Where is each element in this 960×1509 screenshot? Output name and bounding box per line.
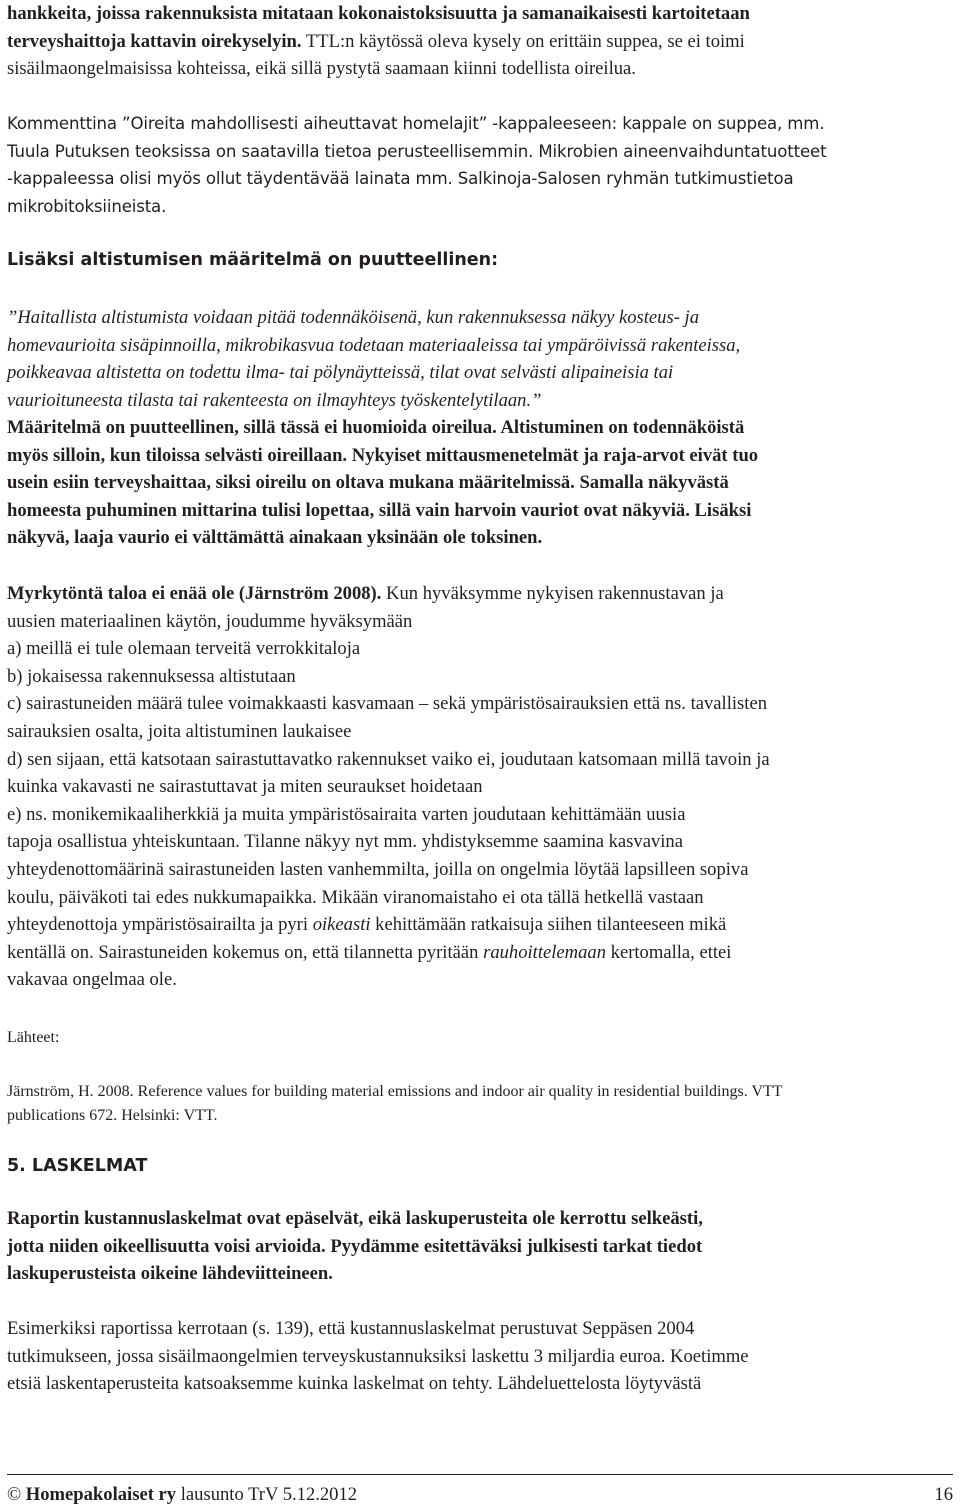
calc-bold-line-2: jotta niiden oikeellisuutta voisi arvioida. Pyydämme esitettäväksi julkisesti tarkat tiedot — [7, 1235, 703, 1257]
intro-line-1: hankkeita, joissa rakennuksista mitataan kokonaistoksisuutta ja samanaikaisesti kartoitetaan — [7, 3, 750, 24]
calc-bold-line-1: Raportin kustannuslaskelmat ovat epäselvät, eikä laskuperusteita ole kerrottu selkeästi, — [7, 1208, 703, 1229]
comment-line-2: Tuula Putuksen teoksissa on saatavilla tietoa perusteellisemmin. Mikrobien aineenvaihduntatuotteet — [7, 141, 827, 161]
comment-paragraph — [7, 110, 953, 220]
intro-paragraph — [7, 0, 953, 83]
quote-line-2: homevaurioita sisäpinnoilla, mikrobikasvua todetaan materiaaleissa tai ympäröivissä rakenteissa, — [7, 334, 741, 356]
critique-line-2: myös silloin, kun tiloissa selvästi oireillaan. Nykyiset mittausmenetelmät ja raja-arvot eivät tuo — [7, 444, 759, 466]
toxic-line-f4-post: kertomalla, ettei — [606, 941, 732, 963]
comment-line-1: Kommenttina ”Oireita mahdollisesti aiheuttavat homelajit” -kappaleeseen: kappale on suppea, mm. — [7, 114, 825, 133]
definition-critique-paragraph — [7, 414, 953, 552]
toxic-line-f4-emphasis: rauhoittelemaan — [483, 941, 606, 963]
section-heading: 5. LASKELMAT — [7, 1156, 148, 1176]
list-item-d-line-1: d) sen sijaan, että katsotaan sairastuttavatko rakennukset vaiko ei, joudutaan katsomaan millä tavoin ja — [7, 748, 770, 770]
intro-line-2-bold: terveyshaittoja kattavin oirekyselyin. — [7, 30, 302, 52]
list-item-c-line-1: c) sairastuneiden määrä tulee voimakkaasti kasvamaan – sekä ympäristösairauksien että ns. tavallisten — [7, 693, 768, 715]
footer-document-info: lausunto TrV 5.12.2012 — [176, 1484, 358, 1505]
toxic-line-f3-post: kehittämään ratkaisuja siihen tilanteeseen mikä — [370, 914, 727, 936]
list-item-a: a) meillä ei tule olemaan terveitä verrokkitaloja — [7, 638, 361, 660]
calc-line-3: etsiä laskentaperusteita katsoaksemme kuinka laskelmat on tehty. Lähdeluettelosta löytyvästä — [7, 1373, 702, 1395]
footer-divider — [7, 1474, 953, 1475]
toxic-line-f1: yhteydenottomäärinä sairastuneiden lasten vanhemmilta, joilla on ongelmia löytää lapsilleen sopiva — [7, 858, 749, 880]
toxic-line-1 — [7, 580, 953, 608]
calc-bold-line-3: laskuperusteista oikeine lähdeviitteineen. — [7, 1263, 333, 1285]
page-footer — [7, 1482, 953, 1508]
toxic-line-1-rest: Kun hyväksymme nykyisen rakennustavan ja — [381, 583, 724, 604]
toxic-line-1-bold: Myrkytöntä taloa ei enää ole (Järnström 2008). — [7, 583, 382, 604]
page-number: 16 — [934, 1484, 953, 1505]
intro-line-2-rest: TTL:n käytössä oleva kysely on erittäin suppea, se ei toimi — [301, 30, 745, 52]
toxic-line-2: uusien materiaalinen käytön, joudumme hyväksymään — [7, 610, 413, 632]
sources-label: Lähteet: — [7, 1029, 60, 1046]
calc-line-1: Esimerkiksi raportissa kerrotaan (s. 139), että kustannuslaskelmat perustuvat Seppäsen 2004 — [7, 1318, 695, 1339]
calculations-request-paragraph — [7, 1205, 953, 1288]
critique-line-5: näkyvä, laaja vaurio ei välttämättä ainakaan yksinään ole toksinen. — [7, 527, 543, 549]
toxic-house-paragraph — [7, 580, 953, 994]
toxic-line-f4-pre: kentällä on. Sairastuneiden kokemus on, että tilannetta pyritään — [7, 941, 484, 963]
quote-line-3: poikkeavaa altistetta on todettu ilma- tai pölynäytteissä, tilat ovat selvästi alipaineisia tai — [7, 362, 674, 384]
comment-line-3: -kappaleessa olisi myös ollut täydentävää lainata mm. Salkinoja-Salosen ryhmän tutkimustietoa — [7, 169, 794, 189]
toxic-line-f5: vakavaa ongelmaa ole. — [7, 969, 177, 991]
toxic-line-f3 — [7, 911, 953, 939]
copyright-symbol: © — [7, 1484, 22, 1505]
list-item-c-line-2: sairauksien osalta, joita altistuminen laukaisee — [7, 720, 352, 742]
intro-line-2 — [7, 28, 953, 56]
toxic-line-f4 — [7, 939, 953, 967]
list-item-e-line-2: tapoja osallistua yhteiskuntaan. Tilanne näkyy nyt mm. yhdistyksemme saamina kasvavina — [7, 831, 683, 853]
list-item-e-line-1: e) ns. monikemikaaliherkkiä ja muita ympäristösairaita varten joudutaan kehittämään uusia — [7, 803, 686, 825]
toxic-line-f2: koulu, päiväkoti tai edes nukkumapaikka. Mikään viranomaistaho ei ota tällä hetkellä vastaan — [7, 886, 704, 908]
critique-line-4: homeesta puhuminen mittarina tulisi lopettaa, sillä vain harvoin vauriot ovat näkyviä. Lisäksi — [7, 499, 752, 521]
toxic-line-f3-pre: yhteydenottoja ympäristösairailta ja pyri — [7, 914, 313, 936]
definition-quote — [7, 304, 953, 414]
reference-line-2: publications 672. Helsinki: VTT. — [7, 1107, 218, 1124]
footer-organization: Homepakolaiset ry — [25, 1484, 177, 1505]
critique-line-1: Määritelmä on puutteellinen, sillä tässä ei huomioida oireilua. Altistuminen on todennäköistä — [7, 417, 745, 438]
quote-line-1: ”Haitallista altistumista voidaan pitää todennäköisenä, kun rakennuksessa näkyy kosteus- ja — [7, 307, 700, 328]
list-item-d-line-2: kuinka vakavasti ne sairastuttavat ja miten seuraukset hoidetaan — [7, 776, 483, 798]
toxic-line-f3-emphasis: oikeasti — [312, 914, 371, 936]
calculations-example-paragraph — [7, 1315, 953, 1398]
sources-reference — [7, 1080, 953, 1128]
reference-line-1: Järnström, H. 2008. Reference values for building material emissions and indoor air quality in residential buildings. VTT — [7, 1083, 783, 1100]
comment-line-4: mikrobitoksiineista. — [7, 196, 167, 216]
critique-line-3: usein esiin terveyshaittaa, siksi oireilu on oltava mukana määritelmissä. Samalla näkyvästä — [7, 472, 729, 494]
quote-line-4: vaurioituneesta tilasta tai rakenteesta on ilmayhteys työskentelytilaan.” — [7, 389, 542, 411]
list-item-b: b) jokaisessa rakennuksessa altistutaan — [7, 665, 296, 687]
definition-heading: Lisäksi altistumisen määritelmä on puutteellinen: — [7, 250, 499, 270]
footer-credit — [7, 1482, 357, 1508]
calc-line-2: tutkimukseen, jossa sisäilmaongelmien terveyskustannuksiksi laskettu 3 miljardia euroa. Koetimme — [7, 1345, 749, 1367]
intro-line-3: sisäilmaongelmaisissa kohteissa, eikä sillä pystytä saamaan kiinni todellista oireilua. — [7, 58, 636, 80]
